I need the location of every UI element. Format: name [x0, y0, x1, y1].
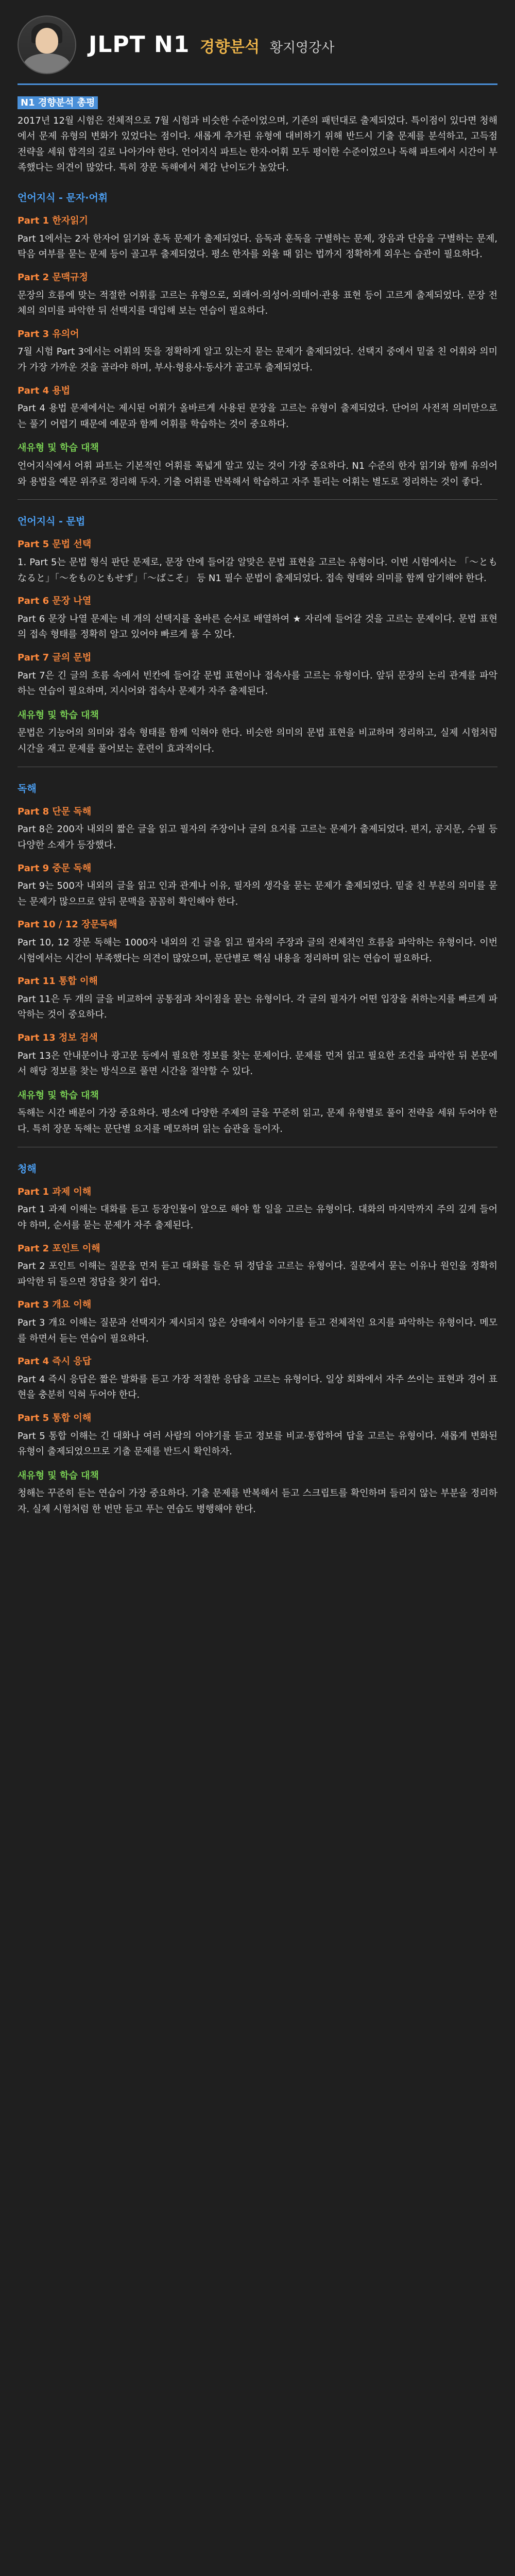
- part-title: Part 2 포인트 이해: [18, 1243, 100, 1254]
- part-text: Part 5 통합 이해는 긴 대화나 여러 사람의 이야기를 듣고 정보를 비교·통합하여 답을 고르는 유형이다. 새롭게 변화된 유형이 출제되었으므로 기출 문제를 반드시 확인하자.: [18, 1430, 497, 1458]
- part-title: Part 9 중문 독해: [18, 862, 92, 874]
- study-title: 새유형 및 학습 대책: [18, 709, 99, 721]
- part-text: Part 4 즉시 응답은 짧은 발화를 듣고 가장 적절한 응답을 고르는 유형이다. 일상 회화에서 자주 쓰이는 표현과 경어 표현을 충분히 익혀 두어야 한다.: [18, 1374, 498, 1401]
- part-title: Part 3 유의어: [18, 328, 79, 340]
- section-title: 언어지식 - 문자·어휘: [18, 192, 108, 204]
- study-title: 새유형 및 학습 대책: [18, 1090, 99, 1101]
- section-block: [18, 190, 497, 500]
- part-text: Part 10, 12 장문 독해는 1000자 내외의 긴 글을 읽고 필자의 주장과 글의 전체적인 흐름을 파악하는 유형이다. 이번 시험에서는 시간이 부족했다는 의견이 많았으며, 문단별로 핵심 내용을 정리하며 읽는 연습이 필요하다.: [18, 937, 497, 964]
- part-text: Part 8은 200자 내외의 짧은 글을 읽고 필자의 주장이나 글의 요지를 고르는 문제가 출제되었다. 편지, 공지문, 수필 등 다양한 소재가 등장했다.: [18, 824, 497, 851]
- study-title: 새유형 및 학습 대책: [18, 443, 99, 454]
- header-text: [89, 26, 334, 64]
- study-text: 언어지식에서 어휘 파트는 기본적인 어휘를 폭넓게 알고 있는 것이 가장 중요하다. N1 수준의 한자 읽기와 함께 유의어와 용법을 예문 위주로 정리해 두자. 기출 어휘를 반복해서 학습하고 자주 틀리는 어휘는 별도로 정리하는 것이 좋다.: [18, 460, 497, 487]
- part-title: Part 4 용법: [18, 385, 71, 396]
- part-text: Part 3 개요 이해는 질문과 선택지가 제시되지 않은 상태에서 이야기를 듣고 전체적인 요지를 파악하는 유형이다. 메모를 하면서 듣는 연습이 필요하다.: [18, 1317, 497, 1344]
- part-text: 7월 시험 Part 3에서는 어휘의 뜻을 정확하게 알고 있는지 묻는 문제가 출제되었다. 선택지 중에서 밑줄 친 어휘와 의미가 가장 가까운 것을 골라야 하며, 부사·형용사·동사가 골고루 출제되었다.: [18, 346, 497, 374]
- part-title: Part 1 한자읽기: [18, 215, 88, 227]
- section-block: [18, 513, 497, 767]
- sections-container: [18, 190, 497, 1518]
- instructor-avatar: [18, 15, 76, 74]
- page-header: [18, 15, 497, 85]
- study-text: 독해는 시간 배분이 가장 중요하다. 평소에 다양한 주제의 글을 꾸준히 읽고, 문제 유형별로 풀이 전략을 세워 두어야 한다. 특히 장문 독해는 문단별 요지를 메모하며 읽는 습관을 들이자.: [18, 1108, 497, 1134]
- part-text: Part 1 과제 이해는 대화를 듣고 등장인물이 앞으로 해야 할 일을 고르는 유형이다. 대화의 마지막까지 주의 깊게 들어야 하며, 순서를 묻는 문제가 자주 출제된다.: [18, 1204, 497, 1231]
- part-title: Part 5 통합 이해: [18, 1413, 92, 1423]
- part-text: Part 4 용법 문제에서는 제시된 어휘가 올바르게 사용된 문장을 고르는 유형이 출제되었다. 단어의 사전적 의미만으로는 풀기 어렵기 때문에 예문과 함께 어휘를 학습하는 것이 중요하다.: [18, 403, 497, 430]
- part-title: Part 3 개요 이해: [18, 1299, 92, 1311]
- part-title: Part 6 문장 나열: [18, 596, 92, 607]
- part-title: Part 5 문법 선택: [18, 539, 92, 550]
- section-block: [18, 1161, 497, 1518]
- part-text: 1. Part 5는 문법 형식 판단 문제로, 문장 안에 들어갈 알맞은 문법 표현을 고르는 유형이다. 이번 시험에서는 「〜ともなると」「〜をものともせず」「〜ばこそ」 등 N1 필수 문법이 출제되었다. 접속 형태와 의미를 함께 암기해야 한다.: [18, 557, 497, 584]
- section-block: [18, 781, 497, 1147]
- study-title: 새유형 및 학습 대책: [18, 1470, 99, 1481]
- page-subtitle: 경향분석: [200, 38, 260, 56]
- intro-text: 2017년 12월 시험은 전체적으로 7월 시험과 비슷한 수준이었으며, 기존의 패턴대로 출제되었다. 특이점이 있다면 청해에서 문제 유형의 변화가 있었다는 점이다. 새롭게 추가된 유형에 대비하기 위해 반드시 기출 문제를 분석하고, 고득점 전략을 세워 합격의 길로 나아가야 한다. 언어지식 파트는 한자·어휘 모두 평이한 수준이었으나 독해 파트에서 시간이 부족했다는 의견이 많았다. 특히 장문 독해에서 체감 난이도가 높았다.: [18, 115, 497, 174]
- section-title: 독해: [18, 783, 37, 794]
- part-text: Part 2 포인트 이해는 질문을 먼저 듣고 대화를 들은 뒤 정답을 고르는 유형이다. 질문에서 묻는 이유나 원인을 정확히 파악한 뒤 들으면 정답을 찾기 쉽다.: [18, 1261, 497, 1287]
- page-title: JLPT N1: [89, 31, 190, 58]
- part-title: Part 10 / 12 장문독해: [18, 919, 117, 930]
- part-title: Part 13 정보 검색: [18, 1032, 98, 1044]
- part-text: Part 6 문장 나열 문제는 네 개의 선택지를 올바른 순서로 배열하여 ★ 자리에 들어갈 것을 고르는 문제이다. 문법 표현의 접속 형태를 정확히 알고 있어야 빠르게 풀 수 있다.: [18, 613, 497, 640]
- section-title: 청해: [18, 1163, 37, 1175]
- intro-block: [18, 95, 497, 176]
- part-title: Part 2 문맥규정: [18, 272, 88, 283]
- part-title: Part 7 글의 문법: [18, 652, 92, 664]
- part-text: Part 13은 안내문이나 광고문 등에서 필요한 정보를 찾는 문제이다. 문제를 먼저 읽고 필요한 조건을 파악한 뒤 본문에서 해당 정보를 찾는 방식으로 풀면 시간을 절약할 수 있다.: [18, 1050, 497, 1077]
- intro-tag: N1 경향분석 총평: [18, 96, 98, 109]
- part-text: Part 7은 긴 글의 흐름 속에서 빈칸에 들어갈 문법 표현이나 접속사를 고르는 유형이다. 앞뒤 문장의 논리 관계를 파악하는 연습이 필요하며, 지시어와 접속사 문제가 자주 출제된다.: [18, 670, 497, 697]
- part-title: Part 4 즉시 응답: [18, 1356, 92, 1367]
- author-name: 황지영강사: [269, 40, 335, 56]
- section-divider: [18, 499, 497, 500]
- study-text: 문법은 기능어의 의미와 접속 형태를 함께 익혀야 한다. 비슷한 의미의 문법 표현을 비교하며 정리하고, 실제 시험처럼 시간을 재고 문제를 풀어보는 훈련이 효과적이다.: [18, 727, 497, 754]
- part-text: Part 1에서는 2자 한자어 읽기와 훈독 문제가 출제되었다. 음독과 훈독을 구별하는 문제, 장음과 단음을 구별하는 문제, 탁음 여부를 묻는 문제 등이 골고루 출제되었다. 평소 한자를 외울 때 읽는 법까지 정확하게 외우는 습관이 필요하다.: [18, 233, 497, 260]
- part-text: 문장의 흐름에 맞는 적절한 어휘를 고르는 유형으로, 외래어·의성어·의태어·관용 표현 등이 고르게 출제되었다. 문장 전체의 의미를 파악한 뒤 선택지를 대입해 보는 연습이 필요하다.: [18, 290, 497, 317]
- part-title: Part 8 단문 독해: [18, 806, 92, 817]
- section-title: 언어지식 - 문법: [18, 516, 85, 528]
- part-text: Part 9는 500자 내외의 글을 읽고 인과 관계나 이유, 필자의 생각을 묻는 문제가 출제되었다. 밑줄 친 부분의 의미를 묻는 문제가 많으므로 앞뒤 문맥을 꼼꼼히 확인해야 한다.: [18, 880, 497, 907]
- study-text: 청해는 꾸준히 듣는 연습이 가장 중요하다. 기출 문제를 반복해서 듣고 스크립트를 확인하며 들리지 않는 부분을 정리하자. 실제 시험처럼 한 번만 듣고 푸는 연습도 병행해야 한다.: [18, 1488, 497, 1515]
- part-title: Part 1 과제 이해: [18, 1186, 92, 1197]
- part-text: Part 11은 두 개의 글을 비교하여 공통점과 차이점을 묻는 유형이다. 각 글의 필자가 어떤 입장을 취하는지를 빠르게 파악하는 것이 중요하다.: [18, 993, 497, 1021]
- part-title: Part 11 통합 이해: [18, 976, 98, 987]
